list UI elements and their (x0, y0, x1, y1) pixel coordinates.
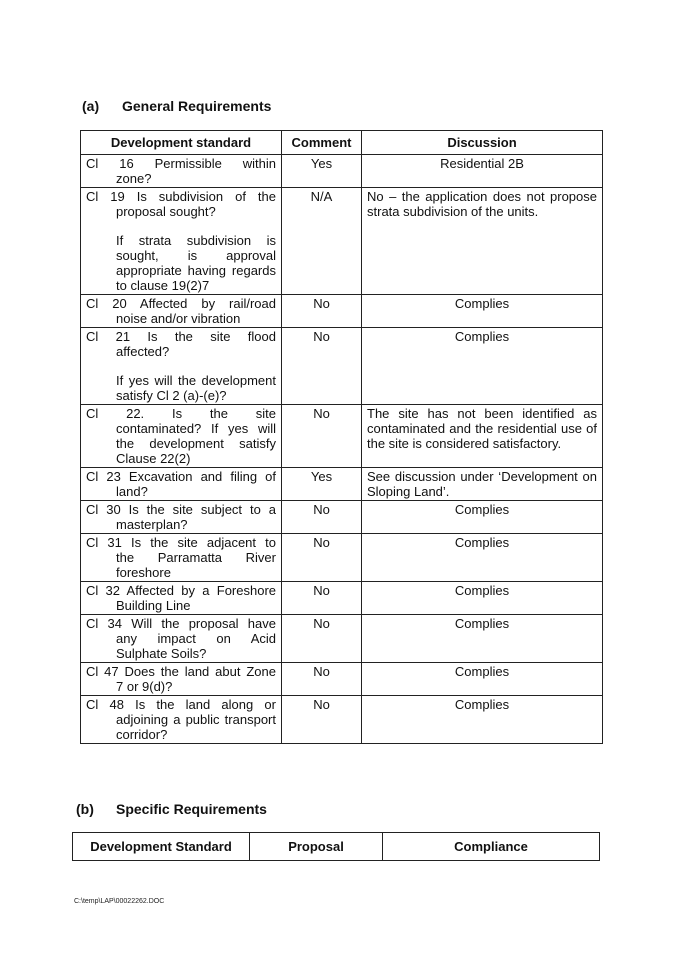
development-standard-cell (81, 155, 282, 188)
development-standard-cell (81, 405, 282, 468)
section-b-heading (76, 801, 267, 817)
standard-clause: Cl 47 Does the land abut Zone (86, 664, 276, 679)
discussion-cell: Residential 2B (362, 155, 603, 188)
discussion-cell: The site has not been identified as contaminated and the residential use of the site is considered satisfactory. (362, 405, 603, 468)
standard-clause: Cl 48 Is the land along or (86, 697, 276, 712)
file-path-footer: C:\temp\LAP\00022262.DOC (74, 898, 165, 905)
standard-clause: Cl 34 Will the proposal have (86, 616, 276, 631)
header-development-standard: Development standard (81, 131, 282, 155)
development-standard-cell (81, 663, 282, 696)
section-a-heading (82, 98, 271, 114)
general-requirements-table (80, 130, 603, 744)
discussion-cell: Complies (362, 328, 603, 405)
comment-cell: No (282, 663, 362, 696)
table-row (81, 696, 603, 744)
standard-clause: Cl 23 Excavation and filing of (86, 469, 276, 484)
table-row (81, 582, 603, 615)
header-compliance: Compliance (383, 833, 600, 861)
comment-cell: Yes (282, 468, 362, 501)
discussion-cell: Complies (362, 501, 603, 534)
discussion-cell: Complies (362, 534, 603, 582)
standard-subquestion: If strata subdivision is sought, is approval appropriate having regards to clause 19(2)7 (116, 233, 276, 293)
standard-clause-continued: affected? (116, 344, 170, 359)
standard-clause-continued: the Parramatta River foreshore (116, 550, 276, 580)
comment-cell: N/A (282, 188, 362, 295)
table-row (81, 615, 603, 663)
standard-clause: Cl 16 Permissible within (86, 156, 276, 171)
comment-cell: No (282, 696, 362, 744)
discussion-cell: No – the application does not propose strata subdivision of the units. (362, 188, 603, 295)
development-standard-cell (81, 501, 282, 534)
discussion-cell: Complies (362, 663, 603, 696)
header-development-standard: Development Standard (73, 833, 250, 861)
standard-clause: Cl 22. Is the site (86, 406, 276, 421)
standard-clause: Cl 31 Is the site adjacent to (86, 535, 276, 550)
section-b-letter: (b) (76, 801, 94, 817)
comment-cell: No (282, 405, 362, 468)
discussion-cell: Complies (362, 696, 603, 744)
section-a-letter: (a) (82, 98, 100, 114)
standard-clause-continued: adjoining a public transport corridor? (116, 712, 276, 742)
discussion-cell: See discussion under ‘Development on Sloping Land’. (362, 468, 603, 501)
table-row (81, 468, 603, 501)
development-standard-cell (81, 615, 282, 663)
table-row (81, 328, 603, 405)
standard-clause-continued: proposal sought? (116, 204, 216, 219)
table-row (81, 534, 603, 582)
standard-clause: Cl 21 Is the site flood (86, 329, 276, 344)
standard-clause: Cl 30 Is the site subject to a (86, 502, 276, 517)
development-standard-cell (81, 696, 282, 744)
section-a-title: General Requirements (122, 98, 272, 114)
standard-clause-continued: masterplan? (116, 517, 188, 532)
header-proposal: Proposal (250, 833, 383, 861)
standard-clause-continued: Building Line (116, 598, 191, 613)
table-row (81, 155, 603, 188)
development-standard-cell (81, 188, 282, 295)
standard-clause-continued: 7 or 9(d)? (116, 679, 173, 694)
development-standard-cell (81, 582, 282, 615)
comment-cell: No (282, 582, 362, 615)
comment-cell: No (282, 328, 362, 405)
development-standard-cell (81, 468, 282, 501)
comment-cell: No (282, 295, 362, 328)
standard-clause-continued: land? (116, 484, 148, 499)
standard-clause-continued: noise and/or vibration (116, 311, 241, 326)
table-header-row (81, 131, 603, 155)
standard-clause: Cl 19 Is subdivision of the (86, 189, 276, 204)
comment-cell: Yes (282, 155, 362, 188)
comment-cell: No (282, 501, 362, 534)
standard-clause: Cl 32 Affected by a Foreshore (86, 583, 276, 598)
specific-requirements-table (72, 832, 600, 861)
header-discussion: Discussion (362, 131, 603, 155)
table-row (81, 501, 603, 534)
table-row (81, 188, 603, 295)
section-b-title: Specific Requirements (116, 801, 267, 817)
development-standard-cell (81, 534, 282, 582)
standard-subquestion: If yes will the development satisfy Cl 2 (a)-(e)? (116, 373, 276, 403)
discussion-cell: Complies (362, 582, 603, 615)
discussion-cell: Complies (362, 295, 603, 328)
table-row (81, 663, 603, 696)
table-header-row (73, 833, 600, 861)
development-standard-cell (81, 328, 282, 405)
comment-cell: No (282, 615, 362, 663)
comment-cell: No (282, 534, 362, 582)
development-standard-cell (81, 295, 282, 328)
standard-clause-continued: contaminated? If yes will the development satisfy Clause 22(2) (116, 421, 276, 466)
standard-clause-continued: any impact on Acid Sulphate Soils? (116, 631, 276, 661)
table-row (81, 295, 603, 328)
discussion-cell: Complies (362, 615, 603, 663)
table-row (81, 405, 603, 468)
header-comment: Comment (282, 131, 362, 155)
standard-clause-continued: zone? (116, 171, 152, 186)
standard-clause: Cl 20 Affected by rail/road (86, 296, 276, 311)
